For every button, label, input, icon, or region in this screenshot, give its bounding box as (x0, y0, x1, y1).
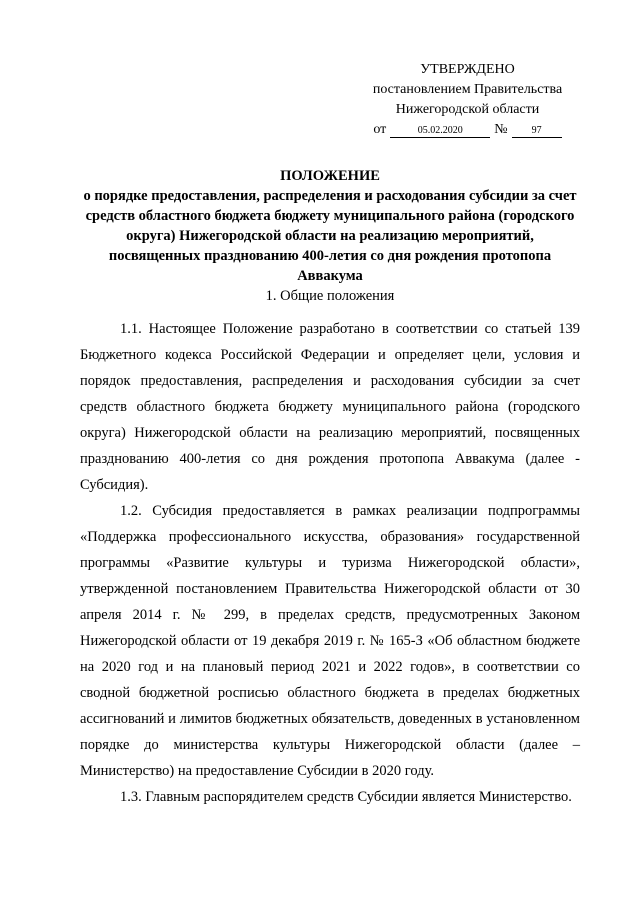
document-title: ПОЛОЖЕНИЕ (280, 168, 380, 184)
approval-line-3: Нижегородской области (395, 102, 540, 117)
section-title: 1. Общие положения (265, 288, 395, 304)
paragraph-1-3: 1.3. Главным распорядителем средств Субсидии является Министерство. (120, 789, 572, 805)
approval-title: УТВЕРЖДЕНО (420, 62, 515, 77)
approval-block (360, 60, 575, 140)
date-prefix: от (373, 122, 387, 137)
approval-number: 97 (512, 125, 562, 138)
approval-date-row (360, 120, 575, 140)
body-text (80, 316, 580, 810)
approval-line-2: постановлением Правительства (372, 82, 563, 97)
document-heading (80, 166, 580, 286)
approval-date: 05.02.2020 (390, 125, 490, 138)
paragraph-1-2: 1.2. Субсидия предоставляется в рамках реализации подпрограммы «Поддержка профессионального искусства, образования» государственной программы «Развитие культуры и туризма Нижегородской области», утвержденной постановлением Правительства Нижегородской области от 30 апреля 2014 г. № 299, в пределах средств, предусмотренных Законом Нижегородской области от 19 декабря 2019 г. № 165-З «Об областном бюджете на 2020 год и на плановый период 2021 и 2022 годов», в соответствии со сводной бюджетной росписью областного бюджета в пределах бюджетных ассигнований и лимитов бюджетных обязательств, доведенных в установленном порядке до министерства культуры Нижегородской области (далее – Министерство) на предоставление Субсидии в 2020 году. (80, 503, 580, 779)
number-sign: № (494, 122, 508, 137)
document-subtitle: о порядке предоставления, распределения и расходования субсидии за счет средств областного бюджета бюджету муниципального района (городского округа) Нижегородской области на реализацию мероприятий, посвященных празднованию 400-летия со дня рождения протопопа Аввакума (83, 188, 577, 284)
paragraph-1-1: 1.1. Настоящее Положение разработано в соответствии со статьей 139 Бюджетного кодекса Российской Федерации и определяет цели, условия и порядок предоставления, распределения и расходования субсидии за счет средств областного бюджета бюджету муниципального района (городского округа) Нижегородской области на реализацию мероприятий, посвященных празднованию 400-летия со дня рождения протопопа Аввакума (далее - Субсидия). (80, 321, 580, 493)
